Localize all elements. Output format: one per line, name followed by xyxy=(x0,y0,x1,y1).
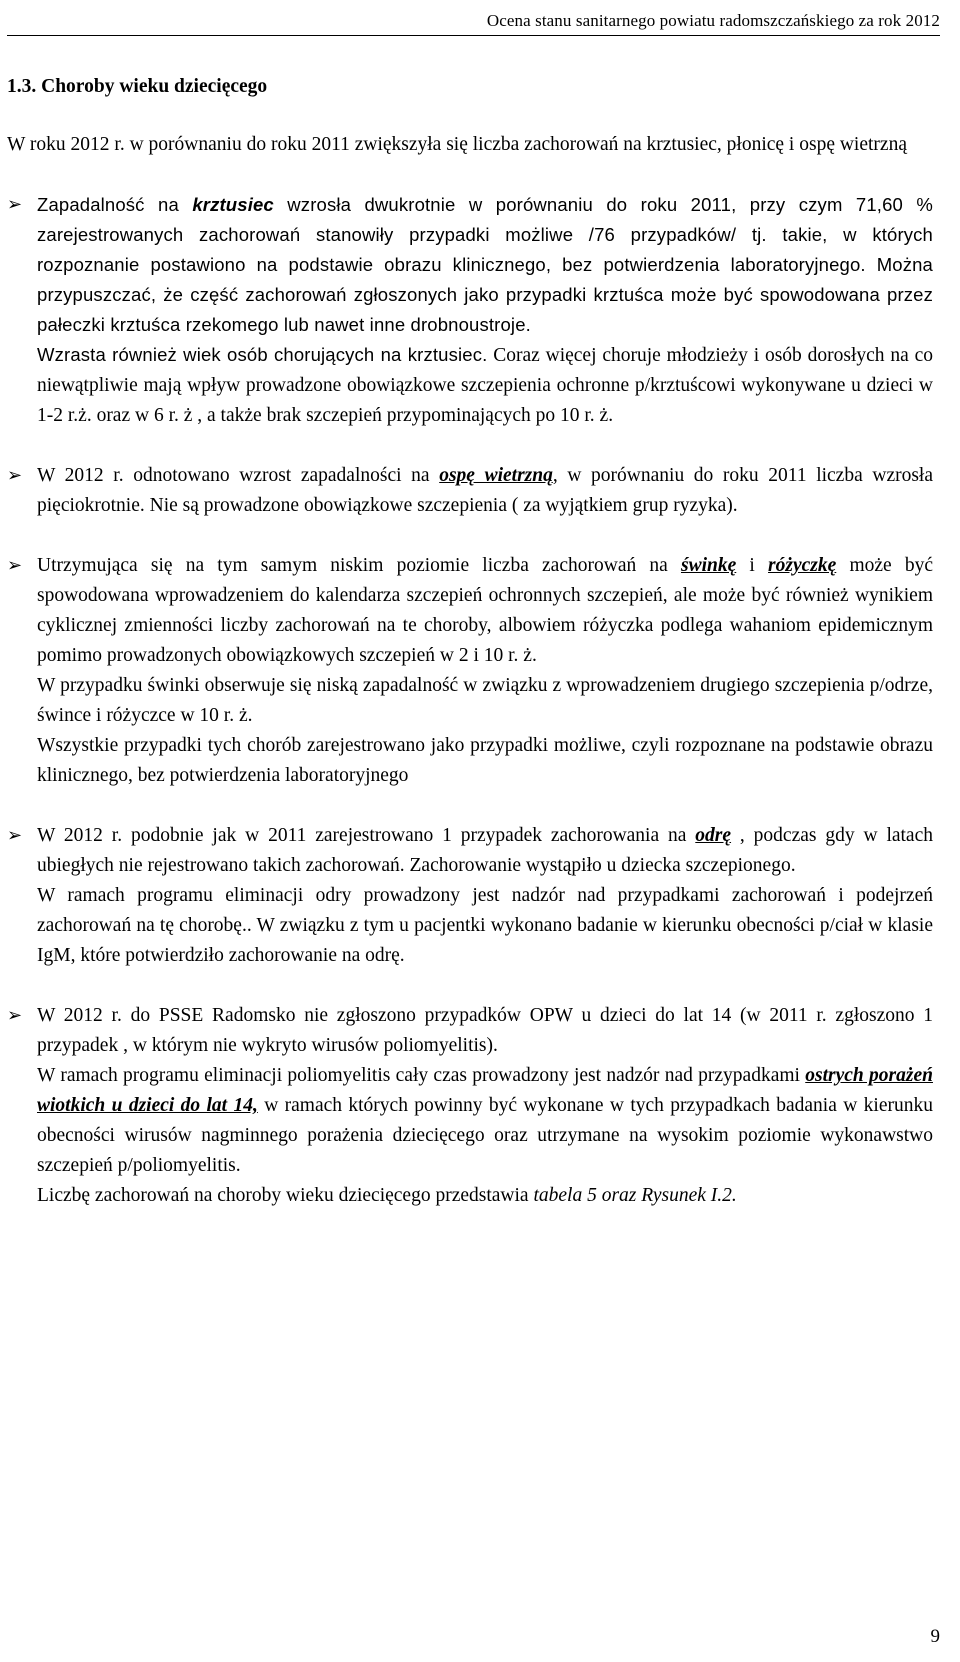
polio-surveillance-paragraph xyxy=(37,1061,933,1181)
list-item-mumps-rubella xyxy=(7,551,933,791)
mumps-rubella-text: może być spowodowana wprowadzeniem do kalendarza szczepień ochronnych szczepień, ale może być również wynikiem cyklicznej zmienności liczby zachorowań na te choroby, albowiem różyczka podlega wahaniom epidemicznym pomimo prowadzonych obowiązkowych szczepień w 2 i 10 r. ż. xyxy=(37,555,933,666)
mumps-paragraph: W przypadku świnki obserwuje się niską zapadalność w związku z wprowadzeniem drugiego szczepienia p/odrze, śwince i różyczce w 10 r. ż. xyxy=(37,675,933,726)
chickenpox-text: , w porównaniu do roku 2011 liczba wzrosła pięciokrotnie. Nie są prowadzone obowiązkowe szczepienia ( za wyjątkiem grup ryzyka). xyxy=(37,465,934,516)
table-reference-paragraph xyxy=(37,1181,933,1211)
polio-text: w ramach których powinny być wykonane w tych przypadkach badania w kierunku obecności wirusów nagminnego porażenia dziecięcego oraz utrzymane na wysokim poziomie wykonawstwo szczepień p/poliomyelitis. xyxy=(37,1095,933,1176)
measles-disease-name: odrę xyxy=(695,825,732,846)
header-divider xyxy=(7,35,940,36)
arrow-bullet-icon: ➢ xyxy=(7,555,23,576)
mumps-rubella-paragraph xyxy=(37,551,933,671)
page-number: 9 xyxy=(930,1626,940,1647)
table-reference-lead: Liczbę zachorowań na choroby wieku dziecięcego przedstawia xyxy=(37,1185,534,1206)
rubella-disease-name: różyczkę xyxy=(768,555,837,576)
list-item-chickenpox xyxy=(7,461,933,521)
arrow-bullet-icon: ➢ xyxy=(7,825,23,846)
chickenpox-paragraph xyxy=(37,461,933,521)
possible-cases-paragraph: Wszystkie przypadki tych chorób zarejestrowano jako przypadki możliwe, czyli rozpoznane na podstawie obrazu klinicznego, bez potwierdzenia laboratoryjnego xyxy=(37,735,933,786)
measles-text: , podczas gdy w latach ubiegłych nie rejestrowano takich zachorowań. Zachorowanie wystąpiło u dziecka szczepionego. xyxy=(37,825,933,876)
mumps-rubella-mid: i xyxy=(736,555,769,576)
polio-lead: W ramach programu eliminacji poliomyelitis cały czas prowadzony jest nadzór nad przypadkami xyxy=(37,1065,806,1086)
arrow-bullet-icon: ➢ xyxy=(7,194,23,215)
measles-paragraph xyxy=(37,821,933,881)
pertussis-text: wzrosła dwukrotnie w porównaniu do roku 2011, przy czym 71,60 % zarejestrowanych zachorowań stanowiły przypadki możliwe /76 przypadków/ tj. takie, w których rozpoznanie postawiono na podstawie obrazu klinicznego, bez potwierdzenia laboratoryjnego. Można przypuszczać, że część zachorowań zgłoszonych jako przypadki krztuśca może być spowodowana przez pałeczki krztuśca rzekomego lub nawet inne drobnoustroje. xyxy=(37,194,933,335)
intro-paragraph: W roku 2012 r. w porównaniu do roku 2011 zwiększyła się liczba zachorowań na krztusiec, płonicę i ospę wietrzną xyxy=(7,134,907,155)
mumps-rubella-lead: Utrzymująca się na tym samym niskim poziomie liczba zachorowań na xyxy=(37,555,681,576)
document-body xyxy=(7,72,933,1211)
table-reference-link: tabela 5 oraz Rysunek I.2. xyxy=(533,1185,737,1206)
pertussis-age-paragraph xyxy=(37,340,933,431)
running-header: Ocena stanu sanitarnego powiatu radomszczańskiego za rok 2012 xyxy=(486,11,940,30)
pertussis-paragraph xyxy=(37,190,933,340)
list-item-measles xyxy=(7,821,933,971)
section-title: 1.3. Choroby wieku dziecięcego xyxy=(7,76,268,97)
pertussis-age-text: Coraz więcej choruje młodzieży i osób dorosłych na co niewątpliwie mają wpływ prowadzone obowiązkowe szczepienia ochronne p/krztuścowi wykonywane u dzieci w 1-2 r.ż. oraz w 6 r. ż , a także brak szczepień przypominających po 10 r. ż. xyxy=(37,345,934,426)
afp-paragraph: W 2012 r. do PSSE Radomsko nie zgłoszono przypadków OPW u dzieci do lat 14 (w 2011 r. zgłoszono 1 przypadek , w którym nie wykryto wirusów poliomyelitis). xyxy=(37,1005,933,1056)
arrow-bullet-icon: ➢ xyxy=(7,465,23,486)
measles-surveillance-paragraph: W ramach programu eliminacji odry prowadzony jest nadzór nad przypadkami zachorowań i podejrzeń zachorowań na tę chorobę.. W związku z tym u pacjentki wykonano badanie w kierunku obecności p/ciał w klasie IgM, które potwierdziło zachorowanie na odrę. xyxy=(37,885,933,966)
afp-emphasis: ostrych porażeń wiotkich u dzieci do lat 14, xyxy=(37,1065,933,1116)
chickenpox-disease-name: ospę wietrzną xyxy=(439,465,553,486)
pertussis-age-lead: Wzrasta również wiek osób chorujących na krztusiec. xyxy=(37,344,488,365)
pertussis-lead: Zapadalność na xyxy=(37,194,193,215)
chickenpox-lead: W 2012 r. odnotowano wzrost zapadalności na xyxy=(37,465,440,486)
mumps-disease-name: świnkę xyxy=(680,555,737,576)
list-item-afp xyxy=(7,1001,933,1211)
measles-lead: W 2012 r. podobnie jak w 2011 zarejestrowano 1 przypadek zachorowania na xyxy=(37,825,696,846)
list-item-pertussis xyxy=(7,190,933,431)
arrow-bullet-icon: ➢ xyxy=(7,1005,23,1026)
pertussis-disease-name: krztusiec xyxy=(192,194,274,215)
